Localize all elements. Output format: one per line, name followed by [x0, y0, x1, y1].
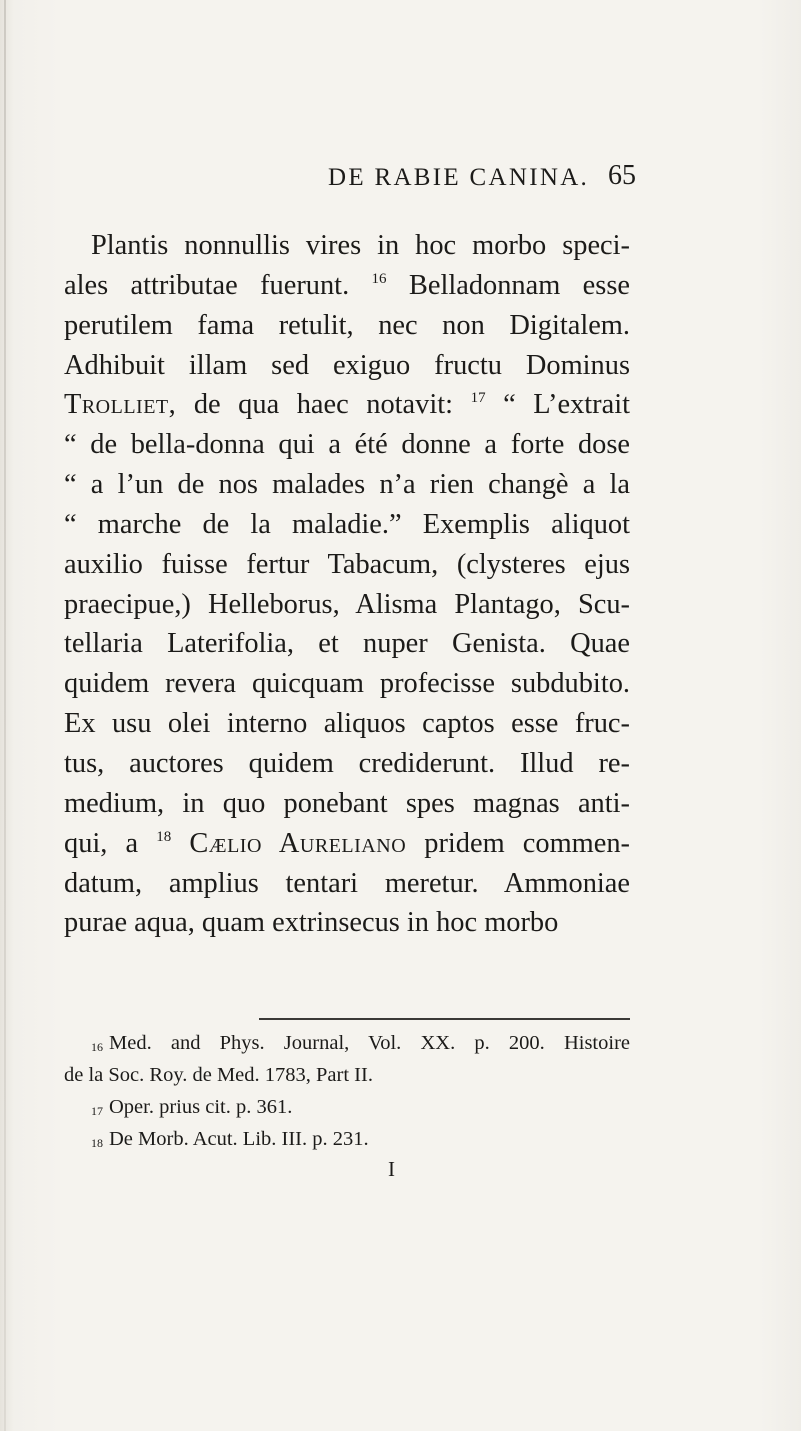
text-line: “ de bella-donna qui a été donne a forte dose — [64, 429, 630, 461]
footnote-ref-16: 16 — [371, 270, 387, 287]
running-title: DE RABIE CANINA. — [328, 164, 590, 191]
text-line: “ a l’un de nos malades n’a rien changè a la — [64, 469, 630, 501]
text-line: ales attributae fuerunt. $^{16}$ Belladonnam esse — [64, 269, 630, 301]
signature-mark: I — [388, 1157, 395, 1181]
author-name-caelius: Cælio Aureliano — [189, 827, 407, 859]
footnote-number: 18 — [91, 1136, 103, 1150]
author-name-trolliet: Trolliet, — [64, 389, 177, 421]
footnotes — [64, 1027, 630, 1155]
footnote-16-continuation: de la Soc. Roy. de Med. 1783, Part II. — [64, 1064, 373, 1086]
footnote-number: 17 — [91, 1104, 103, 1118]
text-line: “ marche de la maladie.” Exemplis aliquot — [64, 508, 630, 540]
footnote-number: 16 — [91, 1040, 103, 1054]
text-line: Ex usu olei interno aliquos captos esse fruc- — [64, 708, 630, 740]
text-line: purae aqua, quam extrinsecus in hoc morbo — [64, 907, 559, 939]
text-line: perutilem fama retulit, nec non Digitalem. — [64, 309, 630, 341]
footnote-ref-18: 18 — [156, 828, 172, 845]
text-line: tellaria Laterifolia, et nuper Genista. Quae — [64, 628, 630, 660]
text-line: auxilio fuisse fertur Tabacum, (clysteres ejus — [64, 548, 630, 580]
running-head — [0, 160, 801, 198]
text-line: Plantis nonnullis vires in hoc morbo speci- — [91, 230, 630, 261]
text-line: datum, amplius tentari meretur. Ammoniae — [64, 867, 630, 899]
footnote-18: $^{18}$ De Morb. Acut. Lib. III. p. 231. — [91, 1128, 369, 1150]
footnote-17: $^{17}$ Oper. prius cit. p. 361. — [91, 1096, 293, 1118]
text-line: qui, a $^{18}$ Cælio Aureliano pridem commen- — [64, 827, 631, 859]
text-line: medium, in quo ponebant spes magnas anti- — [64, 787, 630, 819]
text-line: quidem revera quicquam profecisse subdubito. — [64, 668, 630, 700]
binding-gutter — [4, 0, 6, 1431]
text-line: praecipue,) Helleborus, Alisma Plantago, Scu- — [64, 588, 630, 620]
main-text-block — [64, 226, 630, 943]
footnote-ref-17: 17 — [470, 390, 486, 407]
page-number: 65 — [608, 160, 636, 191]
text-line: Trolliet, de qua haec notavit: $^{17}$ “ L’extrait — [64, 389, 630, 421]
text-line: tus, auctores quidem crediderunt. Illud re- — [64, 747, 630, 779]
footnote-divider — [259, 1018, 630, 1020]
text-line: Adhibuit illam sed exiguo fructu Dominus — [64, 349, 630, 381]
footnote-16: $^{16}$ Med. and Phys. Journal, Vol. XX. p. 200. Histoire — [91, 1032, 630, 1054]
